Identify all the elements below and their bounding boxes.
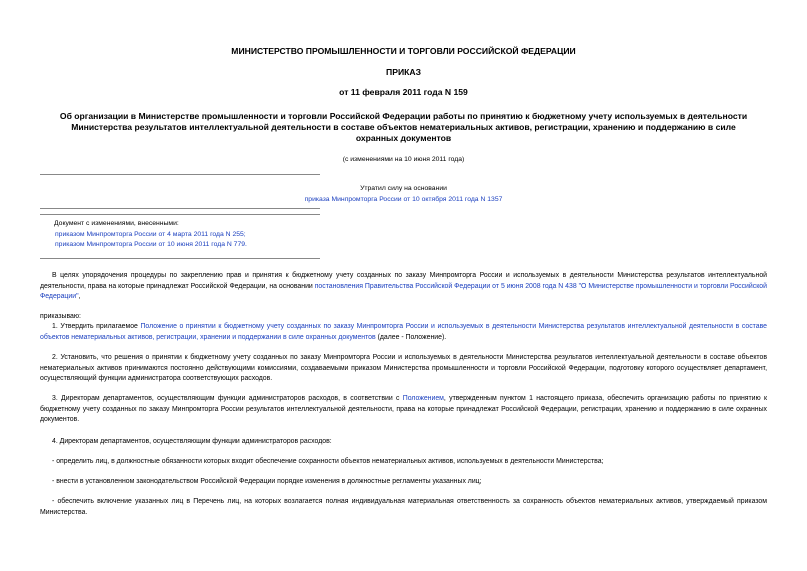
paragraph-3-text: 3. Директорам департаментов, осуществляющим функции администраторов расходов, в соответствии с [52, 395, 403, 402]
order-word: приказываю: [40, 313, 81, 320]
doc-type-heading: ПРИКАЗ [386, 67, 421, 77]
amendment-link-2[interactable]: приказом Минпромторга России от 10 июня 2011 года N 779. [55, 241, 247, 248]
changes-label: Документ с изменениями, внесенными: [54, 220, 179, 227]
regulation-link[interactable]: Положение о принятии к бюджетному учету созданных по заказу Минпромторга России и используемых в деятельности Министерства результатов интеллектуальной деятельности в составе объектов нематериальных активов, регистрации, хранении и поддержании в силе охранных документов [40, 323, 768, 341]
paragraph-3 [40, 394, 767, 426]
divider [40, 214, 320, 215]
preamble-end: , [78, 293, 81, 301]
repeal-order-link[interactable]: приказа Минпромторга России от 10 октября 2011 года N 1357 [304, 196, 503, 203]
government-decree-link[interactable]: постановления Правительства Российской Федерации от 5 июня 2008 года N 438 "О Министерстве промышленности и торговли Российской Федерации" [40, 282, 767, 301]
amendment-link-1[interactable]: приказом Минпромторга России от 4 марта 2011 года N 255; [55, 230, 246, 238]
preamble-text: В целях упорядочения процедуры по закреплению прав и принятия к бюджетному учету созданных по заказу Минпромторга России и используемых в деятельности Министерства результатов интеллектуальной деятельности, права на которые принадлежат Российской Федерации, на основании [40, 272, 767, 290]
title-line-1: Об организации в Министерстве промышленности и торговли Российской Федерации работы по принятию к бюджетному учету используемых в деятельности [59, 111, 748, 121]
divider [40, 208, 320, 209]
changes-block [54, 219, 454, 251]
preamble-paragraph [40, 271, 767, 303]
paragraph-4: 4. Директорам департаментов, осуществляющим функции администраторов расходов: [52, 438, 332, 445]
paragraph-4-item-2: - внести в установленном законодательством Российской Федерации порядке изменения в должностные регламенты указанных лиц; [52, 478, 482, 485]
title-line-2: Министерства результатов интеллектуальной деятельности в составе объектов нематериальных активов, регистрации, хранению и поддержанию в силе [71, 122, 736, 132]
ministry-heading: МИНИСТЕРСТВО ПРОМЫШЛЕННОСТИ И ТОРГОВЛИ РОССИЙСКОЙ ФЕДЕРАЦИИ [231, 46, 576, 56]
paragraph-1 [40, 322, 767, 343]
paragraph-1-end: (далее - Положение). [375, 333, 447, 341]
paragraph-2: 2. Установить, что решения о принятии к бюджетному учету созданных по заказу Минпромторга России и используемых в деятельности Министерства результатов интеллектуальной деятельности в составе объектов нематериальных активов принимаются постоянно действующими комиссиями, создаваемыми приказом Министерства промышленности и торговли Российской Федерации, подготовку которого осуществляет департамент, осуществляющий функции администратора соответствующих расходов. [40, 354, 767, 383]
title-line-3: охранных документов [355, 133, 452, 143]
paragraph-4-item-3: - обеспечить включение указанных лиц в Перечень лиц, на которых возлагается полная индивидуальная материальная ответственность за сохранность объектов нематериальных активов, утверждаемый приказом Министерства. [40, 498, 767, 516]
amendments-note: (с изменениями на 10 июня 2011 года) [342, 156, 465, 163]
status-label: Утратил силу на основании [360, 185, 447, 192]
document-title [40, 111, 767, 144]
paragraph-3-end: , утвержденным пунктом 1 настоящего приказа, обеспечить организацию работы по принятию к бюджетному учету созданных по заказу Минпромторга России результатов интеллектуальной деятельности, права на которые принадлежат Российской Федерации, регистрации, хранению и поддержанию в силе охранных документов. [40, 395, 768, 424]
regulation-ref-link[interactable]: Положением [402, 395, 444, 402]
divider [40, 258, 320, 259]
divider [40, 174, 320, 175]
paragraph-4-item-1: - определить лиц, в должностные обязанности которых входит обеспечение сохранности объектов нематериальных активов, используемых в деятельности Министерства; [52, 458, 604, 465]
doc-date-heading: от 11 февраля 2011 года N 159 [339, 87, 468, 97]
paragraph-1-text: 1. Утвердить прилагаемое [52, 323, 141, 330]
